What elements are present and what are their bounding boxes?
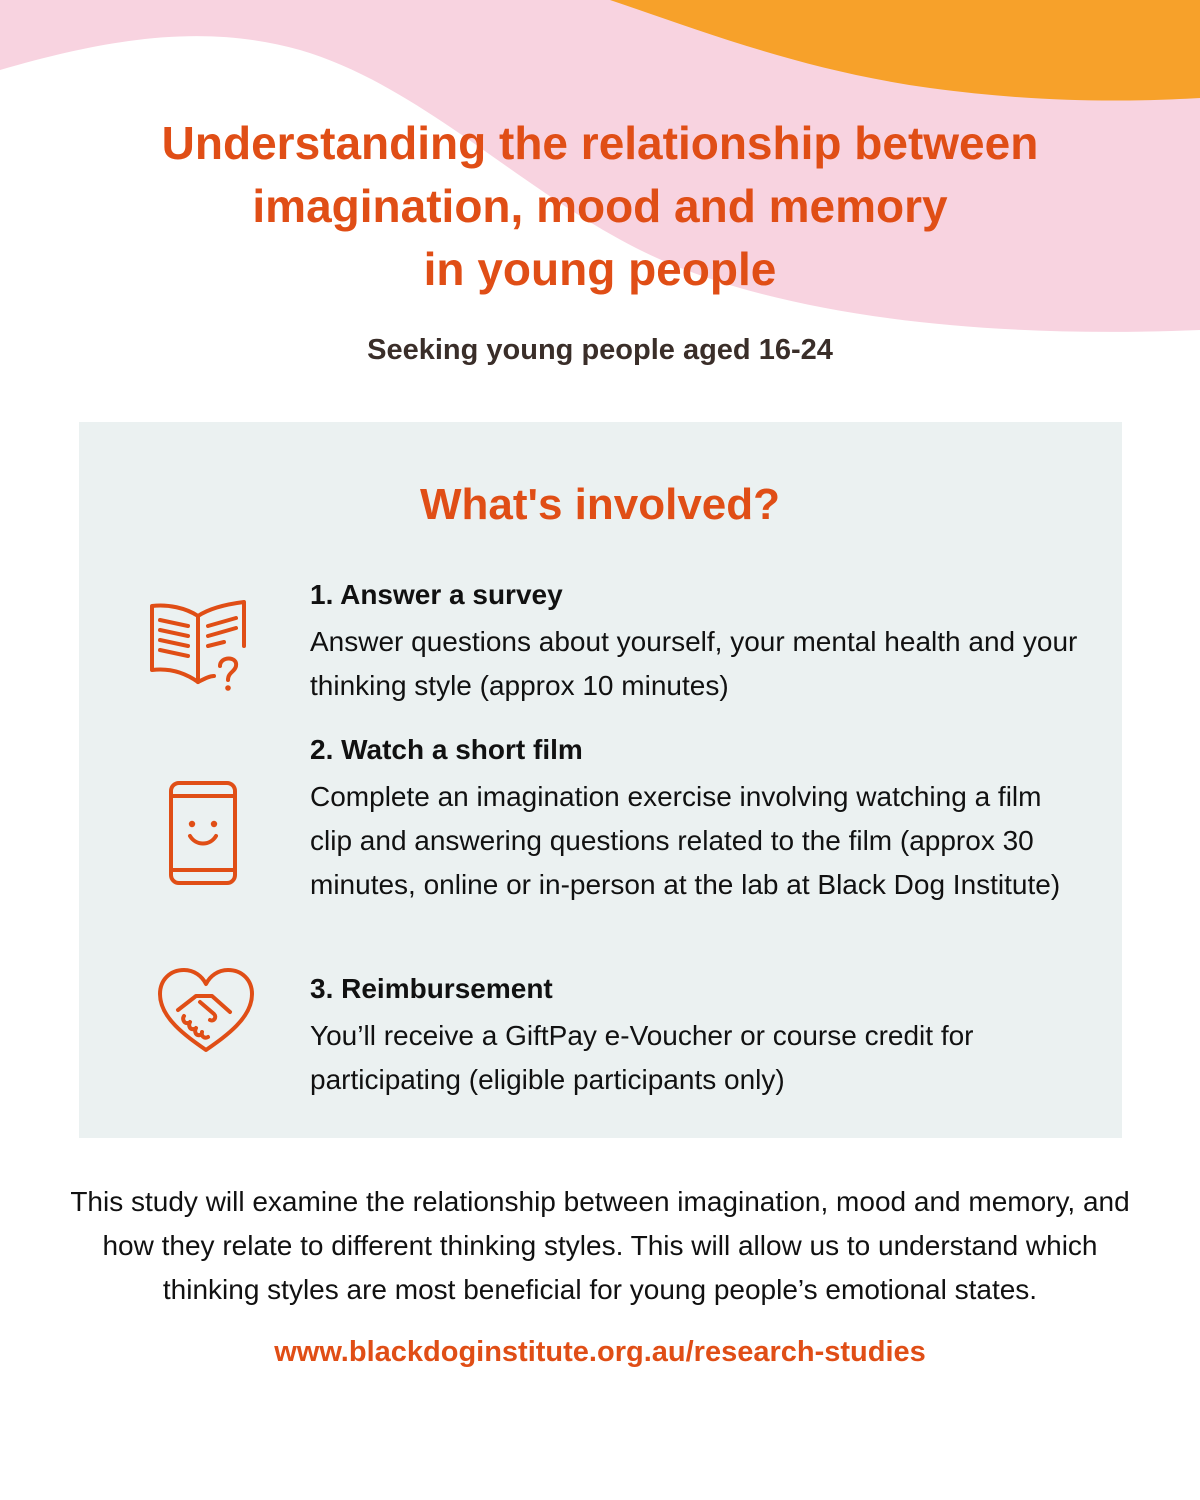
step-description: You’ll receive a GiftPay e-Voucher or course credit for participating (eligible participants only) [310,1020,974,1095]
title-line-2: imagination, mood and memory [252,180,948,232]
step-description: Answer questions about yourself, your mental health and your thinking style (approx 10 minutes) [310,626,1078,701]
involved-heading: What's involved? [419,480,781,529]
step-title: 3. Reimbursement [310,973,553,1004]
page-title [0,112,1200,301]
heart-handshake-icon [156,966,256,1056]
website-link[interactable]: www.blackdoginstitute.org.au/research-studies [274,1336,926,1368]
study-description: This study will examine the relationship between imagination, mood and memory, and how they relate to different thinking styles. This will allow us to understand which thinking styles are most beneficial for young people’s emotional states. [70,1186,1130,1305]
title-line-1: Understanding the relationship between [161,117,1039,169]
step-survey [310,576,1090,708]
phone-smile-icon [168,780,238,886]
audience-subtitle: Seeking young people aged 16-24 [367,334,833,366]
step-title: 2. Watch a short film [310,734,583,765]
step-title: 1. Answer a survey [310,579,563,610]
book-question-icon [148,598,248,694]
step-film [310,731,1090,907]
step-reimbursement [310,970,1090,1102]
step-description: Complete an imagination exercise involving watching a film clip and answering questions related to the film (approx 30 minutes, online or in-person at the lab at Black Dog Institute) [310,781,1061,900]
title-line-3: in young people [423,243,777,295]
